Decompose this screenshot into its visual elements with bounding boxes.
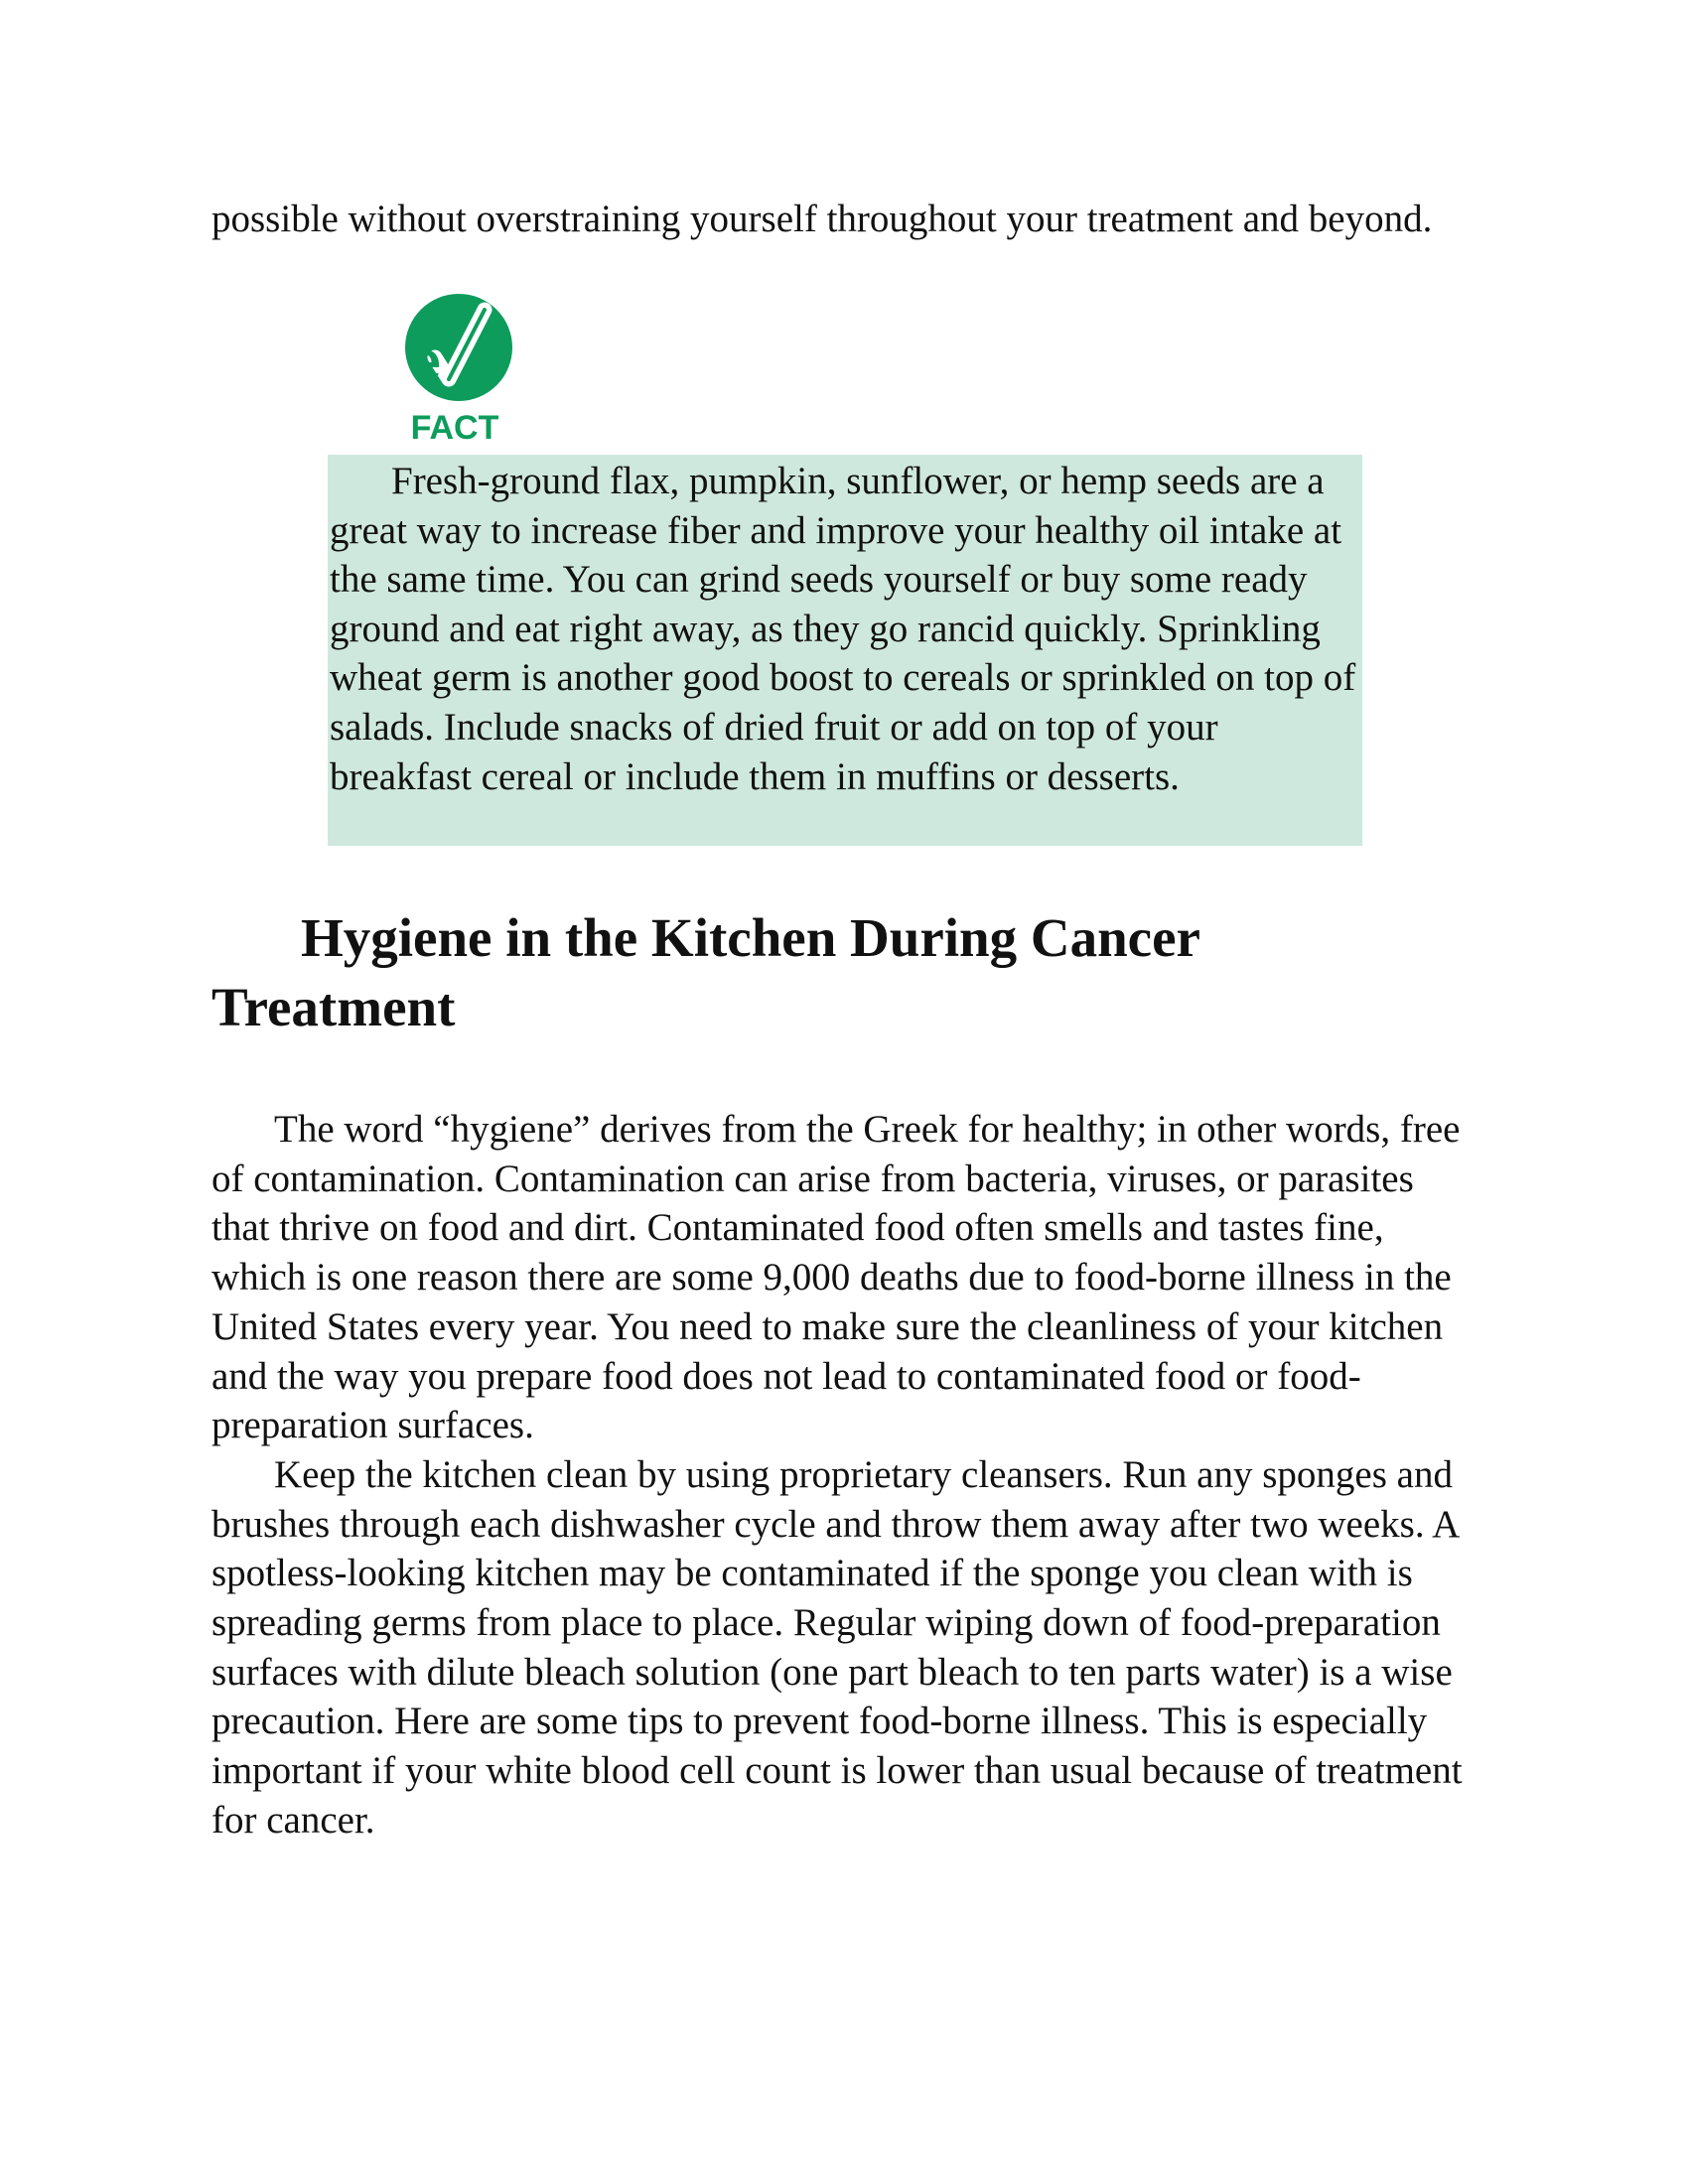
fact-callout-box <box>328 455 1362 846</box>
fact-logo-letter: e <box>409 330 442 394</box>
section-body <box>211 1105 1465 1845</box>
fact-logo-label: FACT <box>410 409 499 445</box>
section-heading: Hygiene in the Kitchen During Cancer Treatment <box>211 907 1199 1037</box>
fact-callout-text: Fresh-ground flax, pumpkin, sunflower, or hemp seeds are a great way to increase fiber and improve your healthy oil intake at the same time. You can grind seeds yourself or buy some ready ground and eat right away, as they go rancid quickly. Sprinkling wheat germ is another good boost to cereals or sprinkled on top of salads. Include snacks of dried fruit or add on top of your breakfast cereal or include them in muffins or desserts. <box>330 460 1356 798</box>
continuation-paragraph: possible without overstraining yourself throughout your treatment and beyond. <box>211 198 1433 240</box>
body-paragraph: Keep the kitchen clean by using proprietary cleansers. Run any sponges and brushes through each dishwasher cycle and throw them away after two weeks. A spotless-looking kitchen may be contaminated if the sponge you clean with is spreading germs from place to place. Regular wiping down of food-preparation surfaces with dilute bleach solution (one part bleach to ten parts water) is a wise precaution. Here are some tips to prevent food-borne illness. This is especially important if your white blood cell count is lower than usual because of treatment for cancer. <box>211 1452 1463 1842</box>
fact-check-icon <box>387 294 522 445</box>
body-paragraph: The word “hygiene” derives from the Greek for healthy; in other words, free of contamination. Contamination can arise from bacteria, viruses, or parasites that thrive on food and dirt. Contaminated food often smells and tastes fine, which is one reason there are some 9,000 deaths due to food-borne illness in the United States every year. You need to make sure the cleanliness of your kitchen and the way you prepare food does not lead to contaminated food or food-preparation surfaces. <box>211 1108 1461 1447</box>
